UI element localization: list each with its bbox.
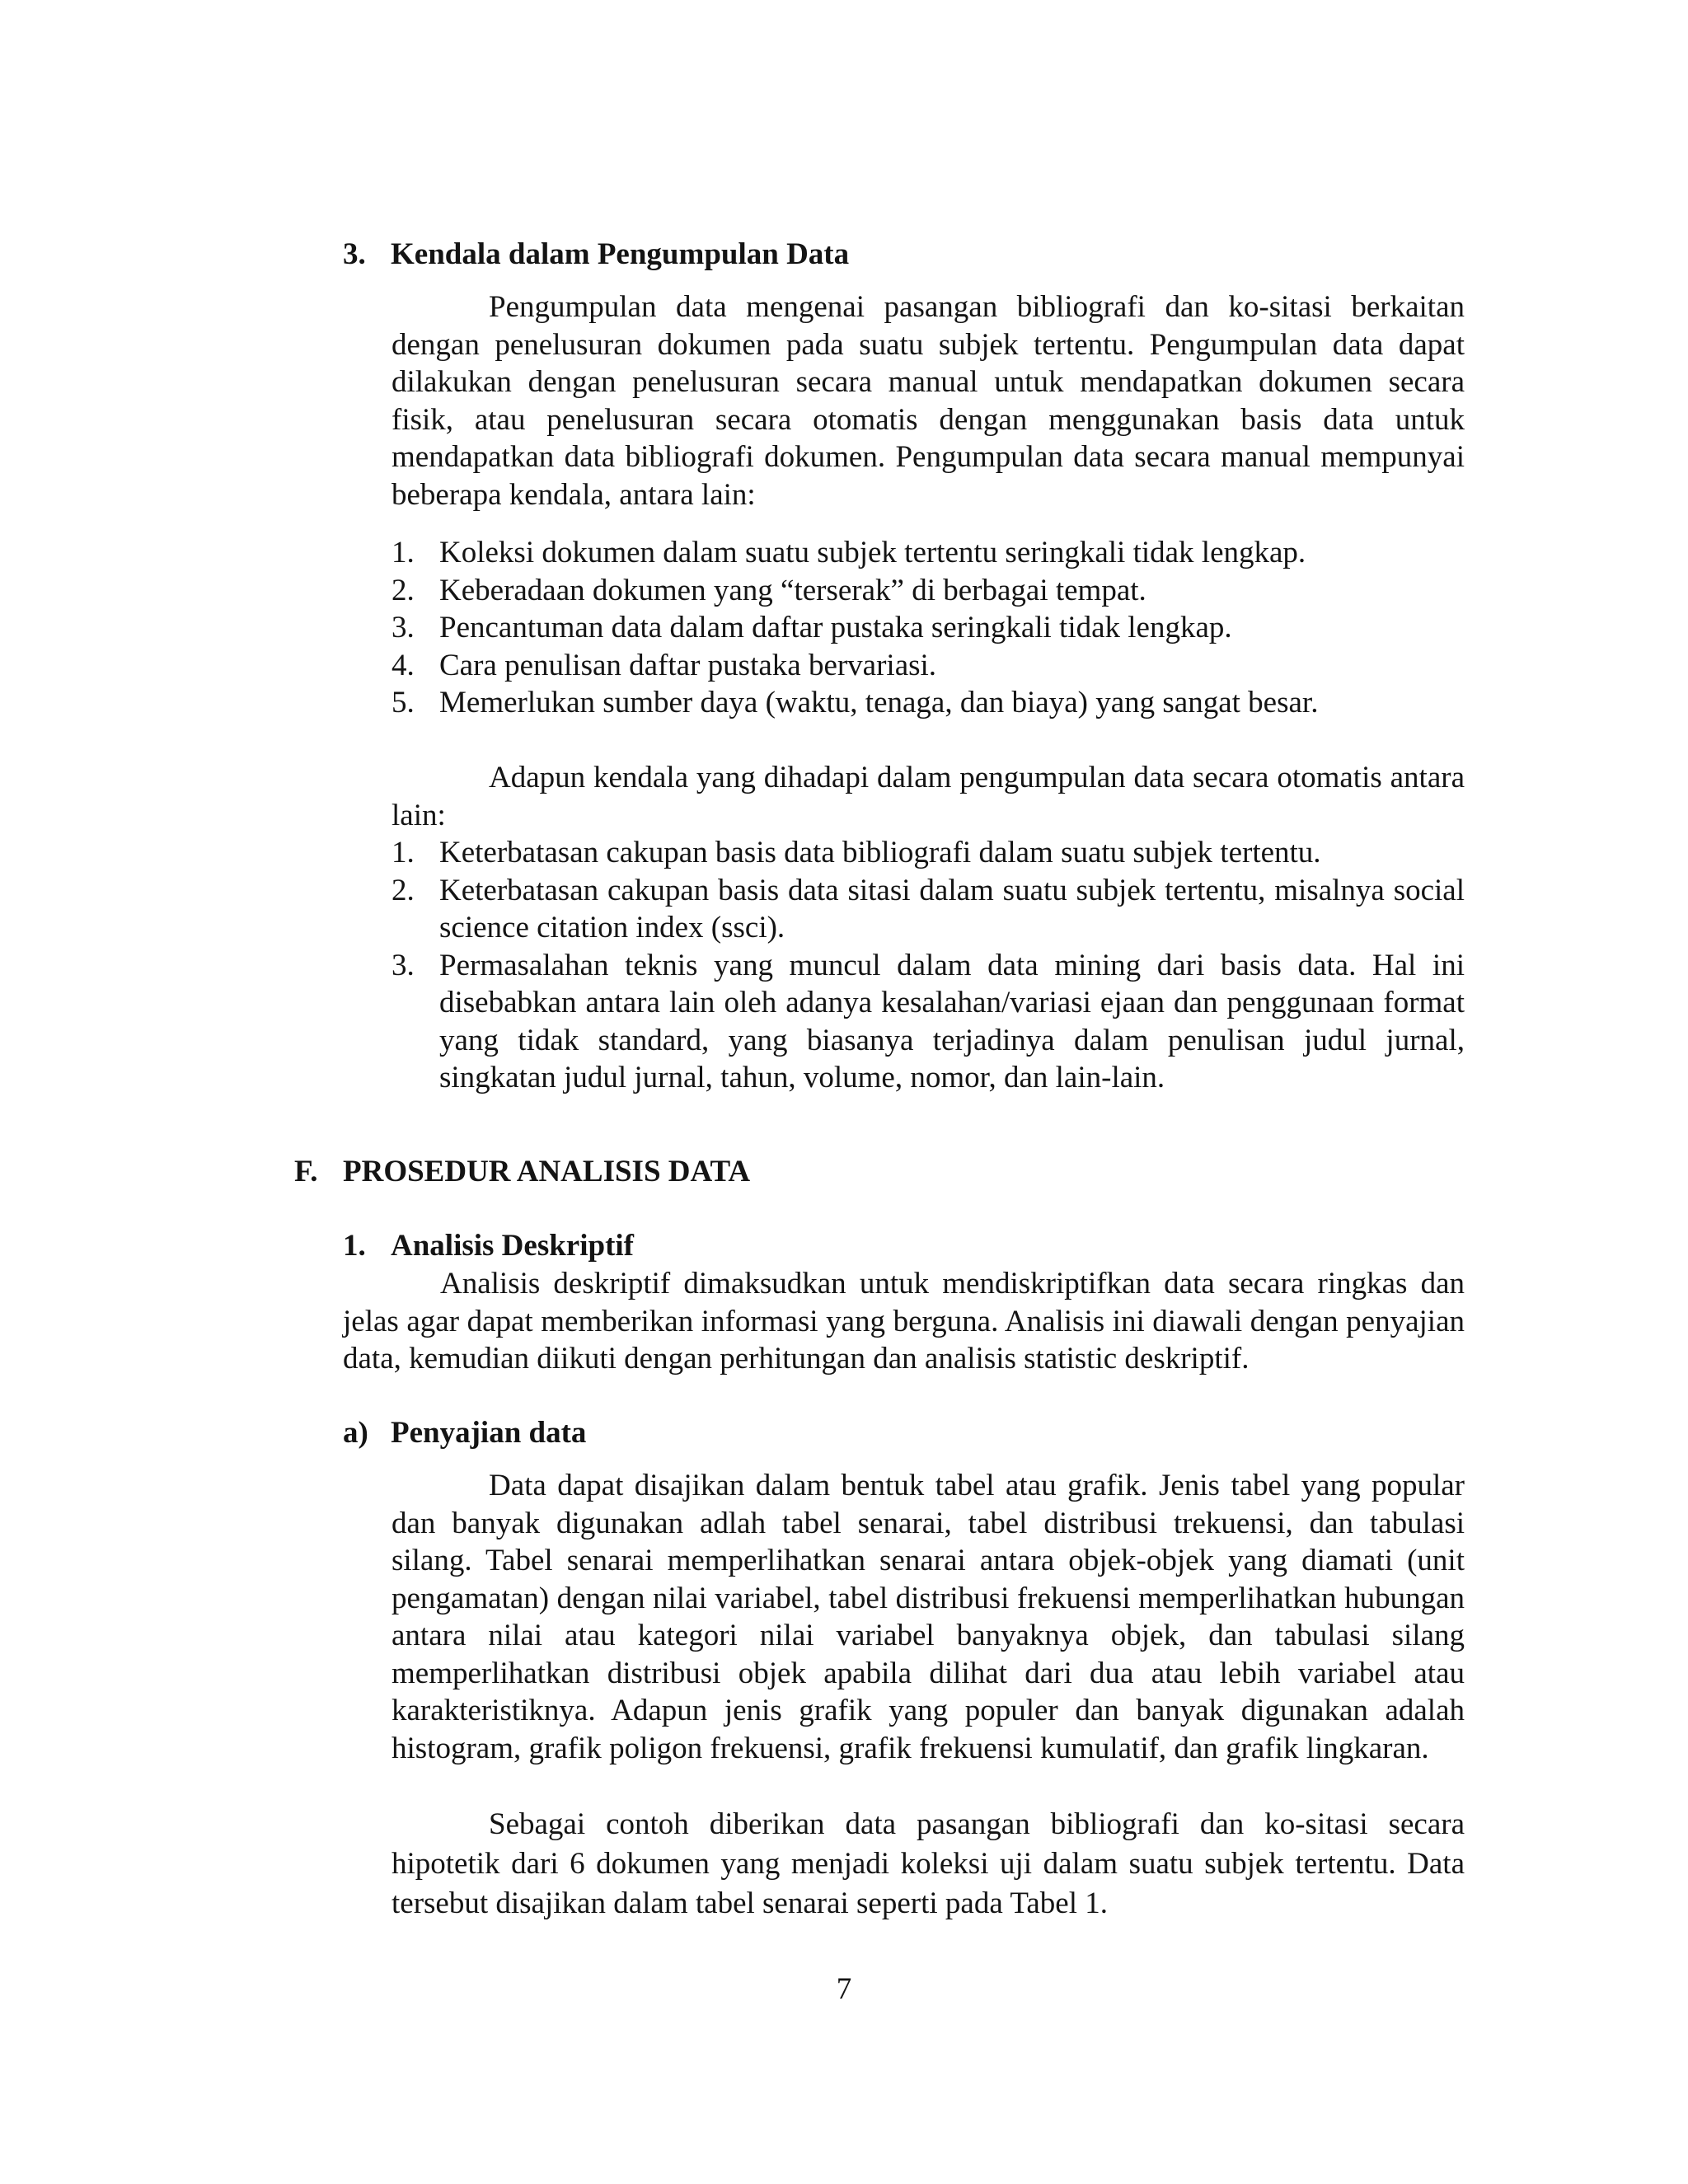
presentation-paragraph-2 xyxy=(392,1805,1465,1924)
list-item: 3. Pencantuman data dalam daftar pustaka seringkali tidak lengkap. xyxy=(392,611,1232,644)
manual-constraints-list xyxy=(392,534,1465,722)
section-f-heading xyxy=(294,1154,750,1190)
list-item: 5. Memerlukan sumber daya (waktu, tenaga, dan biaya) yang sangat besar. xyxy=(392,686,1319,719)
automatic-intro-text: Adapun kendala yang dihadapi dalam pengumpulan data secara otomatis antara lain: xyxy=(392,761,1465,832)
automatic-intro-paragraph xyxy=(392,759,1465,834)
list-item: 4. Cara penulisan daftar pustaka bervariasi. xyxy=(392,648,937,682)
automatic-constraints-list xyxy=(392,834,1465,1097)
presentation-text-1: Data dapat disajikan dalam bentuk tabel atau grafik. Jenis tabel yang popular dan banyak digunakan adlah tabel senarai, tabel distribusi trekuensi, dan tabulasi silang. Tabel senarai memperlihatkan senarai antara objek-objek yang diamati (unit pengamatan) dengan nilai variabel, tabel distribusi frekuensi memperlihatkan hubungan antara nilai atau kategori nilai variabel banyaknya objek, dan tabulasi silang memperlihatkan distribusi objek apabila dilihat dari dua atau lebih variabel atau karakteristiknya. Adapun jenis grafik yang populer dan banyak digunakan adalah histogram, grafik poligon frekuensi, grafik frekuensi kumulatif, dan grafik lingkaran. xyxy=(392,1469,1465,1765)
presentation-text-2: Sebagai contoh diberikan data pasangan bibliografi dan ko-sitasi secara hipotetik dari 6 dokumen yang menjadi koleksi uji dalam suatu subjek tertentu. Data tersebut disajikan dalam tabel senarai seperti pada Tabel 1. xyxy=(392,1807,1465,1920)
analysis-title: Analisis Deskriptif xyxy=(391,1229,635,1263)
list-item: 1. Koleksi dokumen dalam suatu subjek tertentu seringkali tidak lengkap. xyxy=(392,536,1306,569)
section-3-heading xyxy=(343,237,849,273)
section-3-intro-text: Pengumpulan data mengenai pasangan bibliografi dan ko-sitasi berkaitan dengan penelusuran dokumen pada suatu subjek tertentu. Pengumpulan data dapat dilakukan dengan penelusuran secara manual untuk mendapatkan dokumen secara fisik, atau penelusuran secara otomatis dengan menggunakan basis data untuk mendapatkan data bibliografi dokumen. Pengumpulan data secara manual mempunyai beberapa kendala, antara lain: xyxy=(392,290,1465,512)
section-3-intro-paragraph xyxy=(392,288,1465,513)
list-item: 3. Permasalahan teknis yang muncul dalam data mining dari basis data. Hal ini disebabkan antara lain oleh adanya kesalahan/variasi ejaan dan penggunaan format yang tidak standard, yang biasanya terjadinya dalam penulisan judul jurnal, singkatan judul jurnal, tahun, volume, nomor, dan lain-lain. xyxy=(392,948,1465,1094)
page-number: 7 xyxy=(836,1972,852,2006)
list-item: 1. Keterbatasan cakupan basis data bibliografi dalam suatu subjek tertentu. xyxy=(392,836,1321,869)
section-3-title: Kendala dalam Pengumpulan Data xyxy=(391,237,850,271)
list-item: 2. Keberadaan dokumen yang “terserak” di berbagai tempat. xyxy=(392,573,1146,607)
analysis-paragraph xyxy=(343,1265,1465,1378)
presentation-title: Penyajian data xyxy=(391,1416,587,1450)
analysis-text: Analisis deskriptif dimaksudkan untuk mendiskriptifkan data secara ringkas dan jelas agar dapat memberikan informasi yang berguna. Analisis ini diawali dengan penyajian data, kemudian diikuti dengan perhitungan dan analisis statistic deskriptif. xyxy=(343,1267,1465,1376)
list-item: 2. Keterbatasan cakupan basis data sitasi dalam suatu subjek tertentu, misalnya social science citation index (ssci). xyxy=(392,873,1465,944)
presentation-marker: a) xyxy=(343,1416,368,1450)
presentation-paragraph-1 xyxy=(392,1467,1465,1767)
section-3-number: 3. xyxy=(343,237,366,271)
section-f-letter: F. xyxy=(294,1155,318,1188)
presentation-heading xyxy=(343,1415,586,1451)
analysis-heading xyxy=(343,1228,634,1264)
section-f-title: PROSEDUR ANALISIS DATA xyxy=(343,1155,751,1188)
analysis-number: 1. xyxy=(343,1229,366,1263)
